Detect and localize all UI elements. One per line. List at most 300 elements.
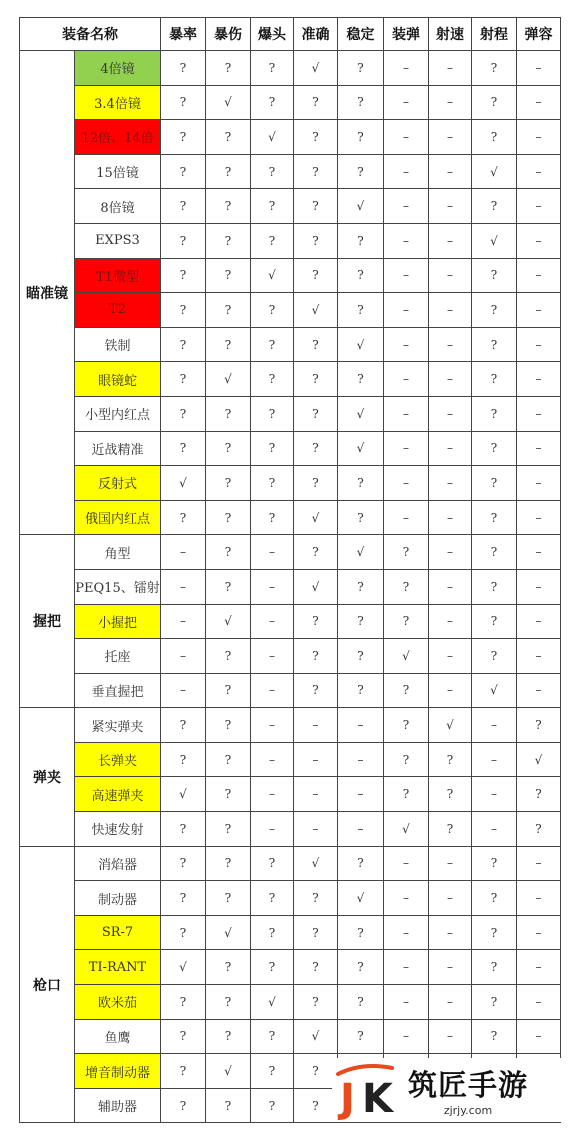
stat-value: ? [251,881,294,916]
equipment-name: 3.4倍镜 [75,85,161,120]
stat-value: – [384,51,429,86]
stat-value: ? [338,985,384,1020]
stat-value: √ [338,431,384,466]
stat-value: – [338,708,384,743]
header-stat: 暴伤 [206,18,251,51]
stat-value: ? [294,639,338,674]
stat-value: – [384,154,429,189]
stat-value: – [517,396,561,431]
stat-value: ? [206,466,251,501]
stat-value: – [384,950,429,985]
stat-value: ? [338,569,384,604]
stat-value: ? [161,85,206,120]
stat-value: ? [338,293,384,328]
stat-value: ? [206,258,251,293]
equipment-name: 辅助器 [75,1088,161,1123]
equipment-name: 反射式 [75,466,161,501]
stat-value: – [517,950,561,985]
table-body [20,51,561,1123]
stat-value: – [294,777,338,812]
stat-value: – [384,985,429,1020]
table-row [20,915,561,950]
stat-value: – [161,604,206,639]
stat-value: – [429,362,472,397]
stat-value: – [429,396,472,431]
table-row [20,223,561,258]
stat-value: ? [472,258,517,293]
stat-value: – [384,120,429,155]
stat-value: ? [251,1019,294,1054]
stat-value: √ [338,327,384,362]
stat-value: ? [338,950,384,985]
stat-value: – [472,708,517,743]
stat-value: ? [294,362,338,397]
stat-value: √ [206,362,251,397]
stat-value: ? [472,362,517,397]
stat-value: ? [206,812,251,847]
stat-value: ? [338,466,384,501]
stat-value: √ [338,881,384,916]
stat-value: √ [161,777,206,812]
stat-value: ? [206,777,251,812]
stat-value: – [429,673,472,708]
stat-value: – [517,189,561,224]
stat-value: – [517,881,561,916]
stat-value: ? [294,85,338,120]
stat-value: ? [517,777,561,812]
stat-value: √ [251,258,294,293]
stat-value: – [517,258,561,293]
table-row [20,812,561,847]
stat-value: – [338,777,384,812]
stat-value: ? [251,846,294,881]
stat-value: ? [251,1054,294,1089]
table-row [20,500,561,535]
stat-value: ? [472,51,517,86]
stat-value: ? [251,293,294,328]
stat-value: ? [294,466,338,501]
stat-value: ? [206,293,251,328]
header-stat: 射速 [429,18,472,51]
stat-value: ? [472,431,517,466]
table-row [20,535,561,570]
stat-value: – [384,258,429,293]
stat-value: ? [472,639,517,674]
stat-value: ? [161,1088,206,1123]
table-row [20,985,561,1020]
table-row [20,950,561,985]
stat-value: – [429,223,472,258]
stat-value: – [429,327,472,362]
stat-value: ? [251,85,294,120]
stat-value: ? [338,604,384,639]
stat-value: – [384,1019,429,1054]
stat-value: – [429,293,472,328]
table-row [20,846,561,881]
header-stat: 弹容 [517,18,561,51]
stat-value: ? [206,535,251,570]
stat-value: ? [251,189,294,224]
stat-value: ? [294,915,338,950]
stat-value: – [517,846,561,881]
stat-value: – [384,223,429,258]
equipment-name: 近战精准 [75,431,161,466]
stat-value: √ [206,1054,251,1089]
stat-value: √ [206,604,251,639]
stat-value: – [517,466,561,501]
stat-value: – [384,85,429,120]
category-cell: 枪口 [20,846,75,1123]
stat-value: ? [472,466,517,501]
stat-value: ? [294,950,338,985]
header-stat: 射程 [472,18,517,51]
stat-value: ? [161,431,206,466]
stat-value: ? [251,915,294,950]
stat-value: √ [338,396,384,431]
stat-value: – [338,812,384,847]
stat-value: √ [294,569,338,604]
stat-value: ? [294,673,338,708]
stat-value: – [517,569,561,604]
stat-value: ? [251,1088,294,1123]
equipment-name: PEQ15、镭射 [75,569,161,604]
stat-value: – [161,569,206,604]
equipment-name: EXPS3 [75,223,161,258]
stat-value: – [384,293,429,328]
stat-value: – [429,846,472,881]
stat-value: ? [472,500,517,535]
stat-value: ? [294,604,338,639]
stat-value: ? [206,881,251,916]
stat-value: – [384,466,429,501]
stat-value: ? [338,915,384,950]
table-row [20,362,561,397]
stat-value: ? [206,673,251,708]
stat-value: ? [206,189,251,224]
table-row [20,431,561,466]
stat-value: ? [161,258,206,293]
stat-value: ? [338,639,384,674]
table-row [20,604,561,639]
table-row [20,881,561,916]
stat-value: ? [384,742,429,777]
stat-value: – [517,500,561,535]
stat-value: ? [161,293,206,328]
equipment-name: 高速弹夹 [75,777,161,812]
equipment-name: 8倍镜 [75,189,161,224]
stat-value: ? [338,51,384,86]
stat-value: ? [294,535,338,570]
stat-value: ? [472,535,517,570]
stat-value: ? [161,708,206,743]
stat-value: ? [472,915,517,950]
stat-value: ? [206,1088,251,1123]
stat-value: ? [206,223,251,258]
stat-value: – [517,51,561,86]
table-row [20,639,561,674]
table-row [20,85,561,120]
table-row [20,396,561,431]
stat-value: ? [472,120,517,155]
equipment-name: 长弹夹 [75,742,161,777]
stat-value: ? [161,812,206,847]
stat-value: ? [161,881,206,916]
equipment-name: SR-7 [75,915,161,950]
stat-value: ? [251,950,294,985]
stat-value: – [251,777,294,812]
table-row [20,673,561,708]
stat-value: – [429,120,472,155]
stat-value: – [429,915,472,950]
stat-value: √ [294,293,338,328]
table-row [20,293,561,328]
stat-value: ? [206,1019,251,1054]
stat-value: ? [251,431,294,466]
stat-value: – [517,223,561,258]
stat-value: – [429,604,472,639]
table-row [20,569,561,604]
stat-value: ? [206,846,251,881]
equipment-name: 垂直握把 [75,673,161,708]
stat-value: – [429,466,472,501]
stat-value: ? [251,51,294,86]
table-row [20,120,561,155]
stat-value: ? [161,120,206,155]
stat-value: √ [472,154,517,189]
table-row [20,466,561,501]
stat-value: √ [472,673,517,708]
table-row [20,327,561,362]
stat-value: – [517,327,561,362]
stat-value: ? [161,223,206,258]
header-stat: 暴率 [161,18,206,51]
stat-value: √ [294,51,338,86]
equipment-table [19,17,561,1123]
stat-value: – [251,742,294,777]
stat-value: – [429,189,472,224]
stat-value: ? [338,85,384,120]
stat-value: ? [472,846,517,881]
equipment-name: TI-RANT [75,950,161,985]
stat-value: – [517,915,561,950]
stat-value: ? [161,1054,206,1089]
stat-value: – [251,604,294,639]
stat-value: – [338,742,384,777]
stat-value: – [384,396,429,431]
stat-value: ? [251,466,294,501]
stat-value: ? [384,569,429,604]
equipment-name: 12倍、14倍 [75,120,161,155]
stat-value: ? [384,777,429,812]
stat-value: – [384,881,429,916]
stat-value: ? [251,327,294,362]
logo-mark-icon [332,1060,402,1120]
equipment-name: 快速发射 [75,812,161,847]
stat-value: ? [338,258,384,293]
stat-value: – [472,777,517,812]
stat-value: – [517,639,561,674]
stat-value: ? [206,742,251,777]
watermark-logo [332,1058,568,1122]
stat-value: ? [251,362,294,397]
stat-value: ? [294,431,338,466]
stat-value: ? [206,327,251,362]
stat-value: ? [206,431,251,466]
stat-value: ? [472,327,517,362]
header-stat: 稳定 [338,18,384,51]
equipment-name: 4倍镜 [75,51,161,86]
stat-value: ? [472,881,517,916]
stat-value: √ [338,189,384,224]
stat-value: ? [338,154,384,189]
stat-value: – [517,431,561,466]
stat-value: ? [251,223,294,258]
stat-value: – [429,154,472,189]
stat-value: √ [251,985,294,1020]
stat-value: ? [517,812,561,847]
stat-value: – [384,431,429,466]
stat-value: ? [472,293,517,328]
stat-value: – [517,362,561,397]
stat-value: – [429,639,472,674]
stat-value: ? [161,985,206,1020]
stat-value: – [161,673,206,708]
stat-value: √ [294,500,338,535]
equipment-name: 小握把 [75,604,161,639]
table-row [20,189,561,224]
header-stat: 准确 [294,18,338,51]
stat-value: √ [206,915,251,950]
header-stat: 爆头 [251,18,294,51]
equipment-name: 铁制 [75,327,161,362]
svg-text:K: K [362,1076,393,1120]
stat-value: √ [338,535,384,570]
stat-value: ? [161,362,206,397]
stat-value: √ [429,708,472,743]
stat-value: ? [161,500,206,535]
equipment-name: T2 [75,293,161,328]
stat-value: ? [294,258,338,293]
stat-value: – [294,708,338,743]
equipment-name: 托座 [75,639,161,674]
stat-value: √ [384,639,429,674]
stat-value: ? [472,1019,517,1054]
stat-value: ? [206,985,251,1020]
stat-value: ? [429,777,472,812]
stat-value: ? [472,985,517,1020]
stat-value: √ [251,120,294,155]
svg-text:J: J [340,1076,355,1120]
stat-value: – [472,742,517,777]
equipment-name: 角型 [75,535,161,570]
stat-value: – [429,258,472,293]
stat-value: ? [338,846,384,881]
equipment-name: 紧实弹夹 [75,708,161,743]
stat-value: ? [294,154,338,189]
stat-value: – [472,812,517,847]
header-name: 装备名称 [20,18,161,51]
stat-value: – [429,569,472,604]
stat-value: ? [338,673,384,708]
stat-value: ? [251,500,294,535]
equipment-name: 欧米茄 [75,985,161,1020]
stat-value: – [161,535,206,570]
stat-value: ? [161,327,206,362]
stat-value: ? [251,396,294,431]
stat-value: – [161,639,206,674]
stat-value: √ [294,1019,338,1054]
equipment-name: 制动器 [75,881,161,916]
stat-value: ? [206,51,251,86]
stat-value: – [517,154,561,189]
table-row [20,777,561,812]
stat-value: ? [206,708,251,743]
stat-value: ? [472,85,517,120]
equipment-name: T1微型 [75,258,161,293]
stat-value: √ [517,742,561,777]
logo-url: zjrjy.com [443,1104,493,1117]
table-row [20,742,561,777]
table-row [20,1019,561,1054]
stat-value: – [251,639,294,674]
stat-value: ? [472,950,517,985]
stat-value: – [429,535,472,570]
stat-value: ? [206,154,251,189]
stat-value: ? [429,742,472,777]
stat-value: ? [206,120,251,155]
table-row [20,258,561,293]
stat-value: ? [294,189,338,224]
stat-value: – [429,85,472,120]
stat-value: – [517,1019,561,1054]
stat-value: ? [472,396,517,431]
stat-value: – [429,500,472,535]
stat-value: – [294,742,338,777]
stat-value: ? [161,742,206,777]
stat-value: ? [161,915,206,950]
stat-value: – [384,846,429,881]
equipment-name: 眼镜蛇 [75,362,161,397]
equipment-name: 俄国内红点 [75,500,161,535]
stat-value: ? [206,950,251,985]
stat-value: ? [161,1019,206,1054]
stat-value: ? [429,812,472,847]
stat-value: ? [251,154,294,189]
stat-value: ? [294,881,338,916]
stat-value: – [384,189,429,224]
stat-value: ? [472,189,517,224]
stat-value: ? [472,604,517,639]
stat-value: ? [161,396,206,431]
stat-value: ? [161,51,206,86]
table-row [20,51,561,86]
stat-value: ? [294,1054,338,1089]
equipment-name: 增音制动器 [75,1054,161,1089]
table-row [20,708,561,743]
table-row [20,154,561,189]
stat-value: ? [384,708,429,743]
stat-value: ? [472,569,517,604]
stat-value: – [251,812,294,847]
stat-value: ? [338,362,384,397]
stat-value: – [429,950,472,985]
stat-value: ? [384,535,429,570]
stat-value: ? [384,673,429,708]
stat-value: ? [294,223,338,258]
equipment-name: 鱼鹰 [75,1019,161,1054]
category-cell: 瞄准镜 [20,51,75,535]
stat-value: √ [161,950,206,985]
